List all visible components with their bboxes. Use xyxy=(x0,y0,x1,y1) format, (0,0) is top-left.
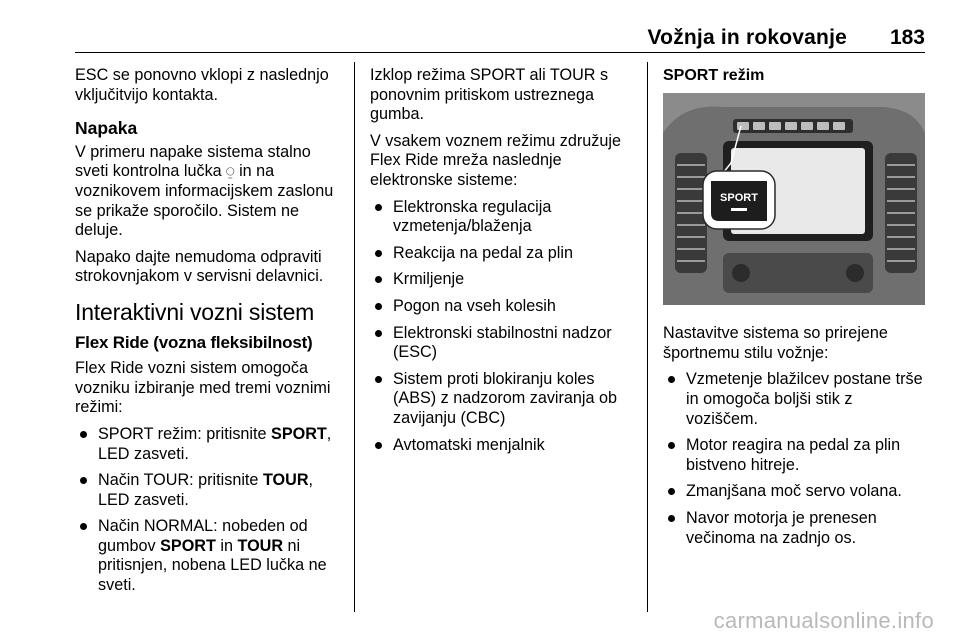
column-divider xyxy=(647,62,648,612)
section-heading: Interaktivni vozni sistem xyxy=(75,298,315,325)
flex-paragraph: Flex Ride vozni sistem omogoča vozniku izbiranje med tremi voznimi režimi: xyxy=(75,359,331,417)
item-text: in xyxy=(215,536,238,555)
item-text: Način NORMAL: nobeden od gumbov xyxy=(98,517,308,555)
list-item: Reakcija na pedal za plin xyxy=(370,244,640,264)
fault-heading: Napaka xyxy=(75,118,138,139)
list-item: Pogon na vseh kolesih xyxy=(370,297,640,317)
paragraph: Izklop režima SPORT ali TOUR s ponovnim pritiskom ustreznega gumba. xyxy=(370,66,609,124)
sport-list xyxy=(663,370,928,548)
list-item xyxy=(75,471,347,510)
fault-paragraph xyxy=(75,143,347,241)
item-bold: SPORT xyxy=(160,536,216,555)
list-item: Elektronska regulacija vzmetenja/blaženja xyxy=(370,198,640,237)
list-item: Motor reagira na pedal za plin bistveno hitreje. xyxy=(663,436,928,475)
paragraph: Nastavitve sistema so prirejene športnemu stilu vožnje: xyxy=(663,324,888,362)
item-bold: TOUR xyxy=(262,471,309,490)
fault-text-end: in na voznikovem informacijskem zaslonu se prikaže sporočilo. Sistem ne deluje. xyxy=(75,162,334,240)
section-title: SPORT režim xyxy=(663,67,765,84)
column-left xyxy=(75,66,347,603)
intro-paragraph: ESC se ponovno vklopi z naslednjo vključitvijo kontakta. xyxy=(75,66,329,104)
sport-button-label: SPORT xyxy=(720,191,758,204)
item-text: , LED zasveti. xyxy=(98,424,332,463)
list-item: Krmiljenje xyxy=(370,270,640,290)
sub-heading: Flex Ride (vozna fleksibilnost) xyxy=(75,332,313,352)
list-item xyxy=(75,425,347,464)
list-item: Elektronski stabilnostni nadzor (ESC) xyxy=(370,324,640,363)
column-divider xyxy=(354,62,355,612)
item-text: ni pritisnjen, nobena LED lučka ne sveti. xyxy=(98,536,327,595)
item-bold: SPORT xyxy=(271,424,327,443)
mode-list xyxy=(75,425,347,596)
page-header xyxy=(75,26,925,53)
page-number: 183 xyxy=(889,26,925,49)
list-item: Sistem proti blokiranju koles (ABS) z nadzorom zaviranja ob zavijanju (CBC) xyxy=(370,370,640,429)
list-item: Navor motorja je prenesen večinoma na zadnjo os. xyxy=(663,509,928,548)
item-text: , LED zasveti. xyxy=(98,471,314,509)
fault-text: V primeru napake sistema stalno sveti kontrolna lučka xyxy=(75,142,311,181)
column-middle xyxy=(370,66,640,462)
warning-lamp-icon: ⍜ xyxy=(226,163,235,180)
list-item: Zmanjšana moč servo volana. xyxy=(663,482,928,502)
item-text: SPORT režim: pritisnite xyxy=(98,424,272,443)
item-text: Način TOUR: pritisnite xyxy=(98,471,263,490)
list-item xyxy=(75,517,347,595)
chapter-title: Vožnja in rokovanje xyxy=(647,26,847,49)
fault-paragraph-2: Napako dajte nemudoma odpraviti strokovnjakom v servisni delavnici. xyxy=(75,247,324,286)
dashboard-figure xyxy=(663,93,925,305)
list-item: Vzmetenje blažilcev postane trše in omogoča boljši stik z voziščem. xyxy=(663,370,928,429)
watermark: carmanualsonline.info xyxy=(713,608,934,633)
column-right xyxy=(663,66,928,555)
item-bold: TOUR xyxy=(237,536,284,555)
list-item: Avtomatski menjalnik xyxy=(370,436,640,456)
paragraph: V vsakem voznem režimu združuje Flex Ride mreža naslednje elektronske sisteme: xyxy=(370,131,621,189)
system-list xyxy=(370,198,640,456)
